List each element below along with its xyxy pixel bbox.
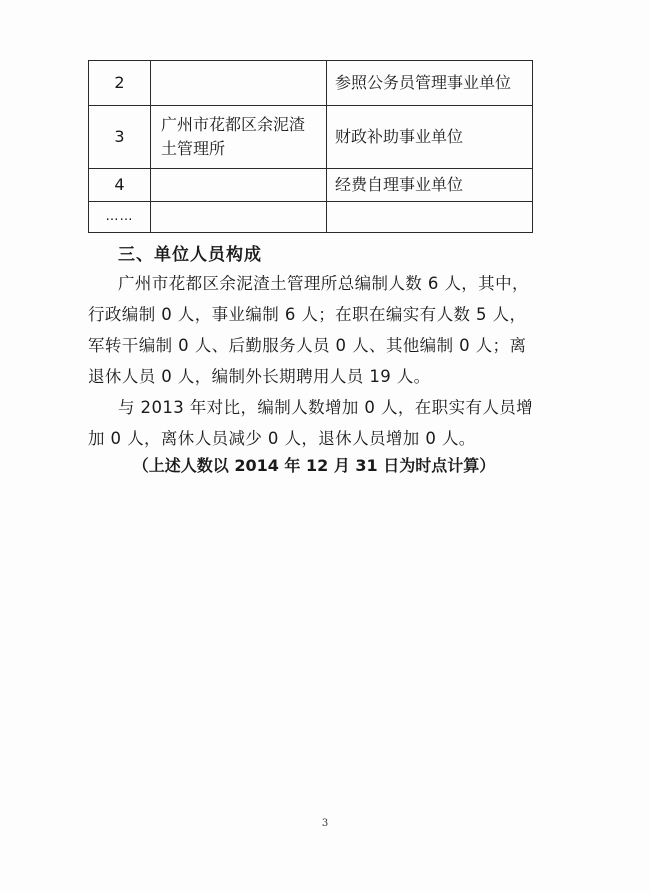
table-row (89, 169, 533, 202)
row-number-cell: 2 (89, 61, 151, 106)
staffing-paragraph: 广州市花都区余泥渣土管理所总编制人数 6 人，其中，行政编制 0 人，事业编制 6 人；在职在编实有人数 5 人，军转干编制 0 人、后勤服务人员 0 人、其他编制 0 人；离退休人员 0 人，编制外长期聘用人员 19 人。 (88, 274, 529, 386)
row-number-cell: 4 (89, 169, 151, 202)
table-row (89, 61, 533, 106)
unit-name-cell: 广州市花都区余泥渣土管理所 (151, 106, 327, 169)
unit-type-cell: 经费自理事业单位 (327, 169, 533, 202)
row-number-cell: …… (89, 202, 151, 233)
unit-name-cell (151, 169, 327, 202)
page-number: 3 (321, 818, 329, 829)
unit-name-cell (151, 202, 327, 233)
unit-type-cell: 参照公务员管理事业单位 (327, 61, 533, 106)
unit-name-cell (151, 61, 327, 106)
unit-type-cell (327, 202, 533, 233)
unit-list-table (88, 60, 533, 233)
comparison-paragraph: 与 2013 年对比，编制人数增加 0 人，在职实有人员增加 0 人，离休人员减少 0 人，退休人员增加 0 人。 (88, 398, 534, 448)
date-note: （上述人数以 2014 年 12 月 31 日为时点计算） (132, 456, 496, 475)
table-row (89, 202, 533, 233)
section-heading: 三、单位人员构成 (118, 245, 262, 265)
table-row (89, 106, 533, 169)
unit-type-cell: 财政补助事业单位 (327, 106, 533, 169)
row-number-cell: 3 (89, 106, 151, 169)
